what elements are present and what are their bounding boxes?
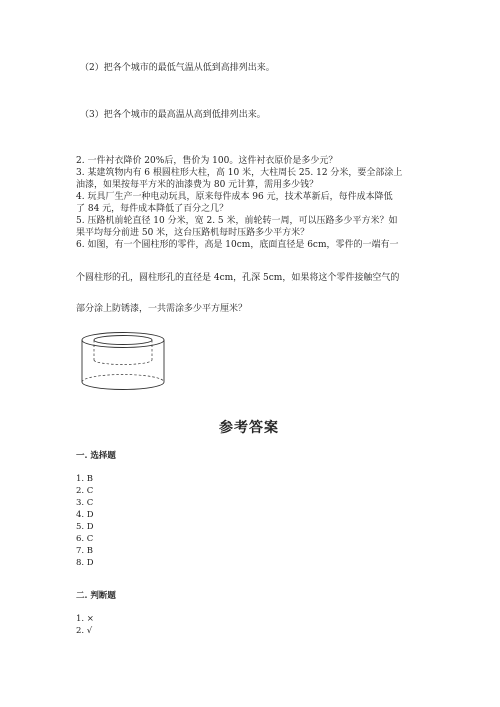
problem-line: 果平均每分前进 50 米，这台压路机每时压路多少平方米？ bbox=[76, 228, 310, 238]
answer-item: 6. C bbox=[76, 534, 94, 544]
answer-title: 参考答案 bbox=[219, 420, 279, 436]
bottom-back-arc bbox=[82, 375, 164, 382]
answer-item: 1. B bbox=[76, 474, 94, 484]
problem-line: 5. 压路机前轮直径 10 分米，宽 2. 5 米，前轮转一周，可以压路多少平方米？如 bbox=[76, 216, 398, 226]
problem-line: 了 84 元，每件成本降低了百分之几？ bbox=[76, 204, 229, 214]
cylinder-diagram bbox=[78, 330, 168, 394]
answer-item: 2. C bbox=[76, 486, 94, 496]
answer-item: 3. C bbox=[76, 498, 94, 508]
sub-question-2: （2）把各个城市的最低气温从低到高排列出来。 bbox=[80, 63, 275, 73]
problem-line: 6. 如图，有一个圆柱形的零件，高是 10cm，底面直径是 6cm，零件的一端有一 bbox=[76, 240, 399, 250]
bottom-front-arc bbox=[82, 382, 164, 389]
problem-line: 2. 一件衬衣降价 20%后，售价为 100。这件衬衣原价是多少元？ bbox=[76, 156, 338, 166]
answer-item: 4. D bbox=[76, 510, 94, 520]
problem6-continuation: 部分涂上防锈漆，一共需涂多少平方厘米？ bbox=[76, 304, 248, 314]
answer-item: 1. × bbox=[76, 614, 94, 624]
answer-item: 2. √ bbox=[76, 626, 93, 636]
section-heading: 一. 选择题 bbox=[76, 451, 116, 461]
problem-line: 4. 玩具厂生产一种电动玩具，原来每件成本 96 元，技术革新后，每件成本降低 bbox=[76, 192, 393, 202]
answer-item: 5. D bbox=[76, 522, 94, 532]
section-heading: 二. 判断题 bbox=[76, 591, 116, 601]
problem6-continuation: 个圆柱形的孔，圆柱形孔的直径是 4cm，孔深 5cm，如果将这个零件接触空气的 bbox=[76, 273, 400, 283]
answer-item: 7. B bbox=[76, 546, 94, 556]
answer-item: 8. D bbox=[76, 558, 94, 568]
sub-question-3: （3）把各个城市的最高温从高到低排列出来。 bbox=[80, 110, 266, 120]
problem-line: 3. 某建筑物内有 6 根圆柱形大柱，高 10 米，大柱周长 25. 12 分米，要全部涂上 bbox=[76, 168, 403, 178]
problem-line: 油漆，如果按每平方米的油漆费为 80 元计算，需用多少钱？ bbox=[76, 180, 319, 190]
hole-bottom-arc bbox=[94, 360, 152, 365]
hole-top-ellipse bbox=[94, 336, 152, 345]
